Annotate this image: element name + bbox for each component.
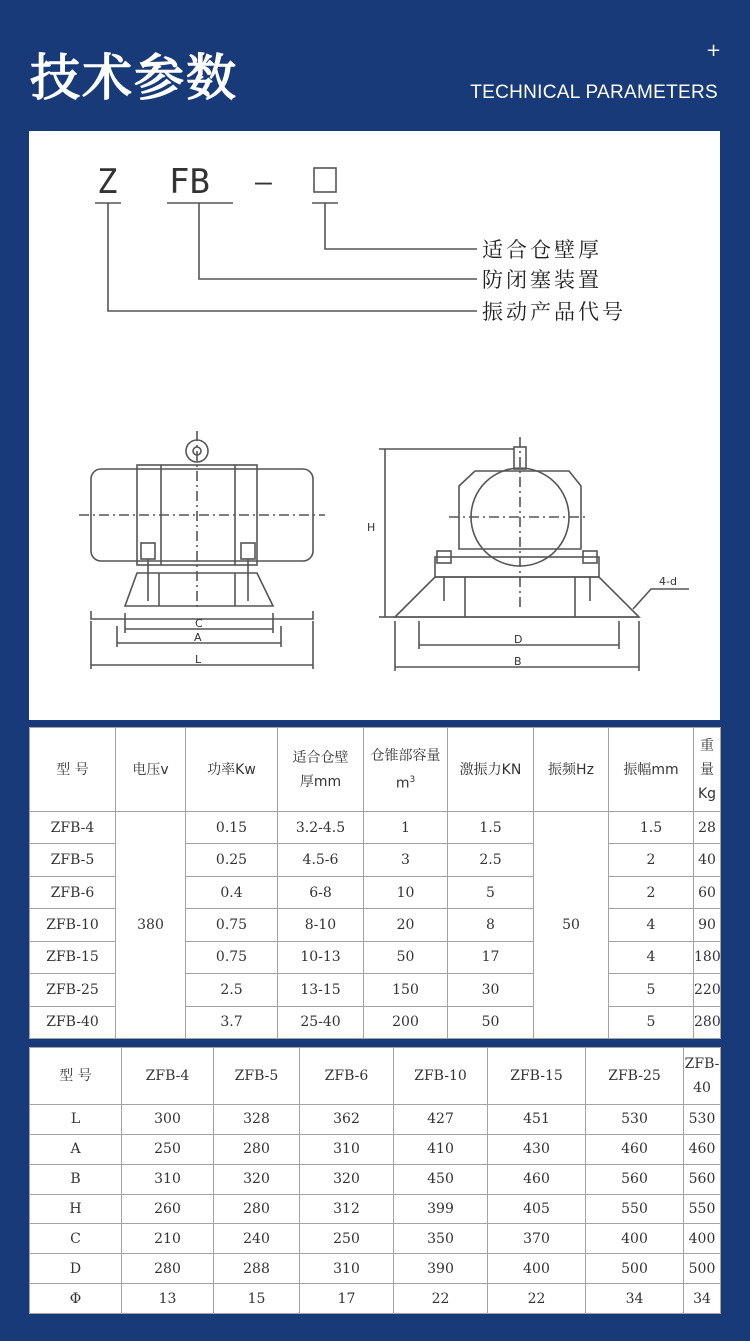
technical-drawing	[29, 131, 720, 720]
dim-b-label: B	[514, 655, 522, 668]
header-power: 功率Kw	[186, 728, 278, 812]
header-cone-capacity: 仓锥部容量 $m^3$	[364, 728, 448, 812]
header-frequency: 振频Hz	[534, 728, 609, 812]
drawing-svg	[29, 131, 720, 720]
table-row: L 300 328 362 427 451 530 530	[30, 1105, 721, 1135]
voltage-cell: 380	[116, 812, 186, 1039]
table-row: ZFB-10 0.75 8-10 20 8 4 90	[30, 909, 721, 941]
legend-anti-block: 防闭塞装置	[482, 268, 602, 292]
table-row: ZFB-5 0.25 4.5-6 3 2.5 2 40	[30, 844, 721, 876]
table-row: Φ 13 15 17 22 22 34 34	[30, 1284, 721, 1314]
dim-l-label: L	[195, 653, 202, 666]
table-row: B 310 320 320 450 460 560 560	[30, 1164, 721, 1194]
header-model: 型 号	[30, 728, 116, 812]
header-voltage: 电压v	[116, 728, 186, 812]
table-row: ZFB-25 2.5 13-15 150 30 5 220	[30, 974, 721, 1006]
code-z: Z	[97, 162, 118, 202]
dim-d-label: D	[514, 633, 523, 646]
legend-product-code: 振动产品代号	[482, 300, 626, 324]
table-row: C 210 240 250 350 370 400 400	[30, 1224, 721, 1254]
side-view	[79, 431, 325, 669]
dimensions-header-row: 型 号 ZFB-4 ZFB-5 ZFB-6 ZFB-10 ZFB-15 ZFB-25 ZFB- 40	[30, 1048, 721, 1105]
code-box	[314, 168, 336, 192]
parameters-table	[29, 727, 721, 1039]
table-row: D 280 288 310 390 400 500 500	[30, 1254, 721, 1284]
header-wall-thickness: 适合仓壁 厚mm	[278, 728, 364, 812]
code-dash: —	[255, 165, 272, 198]
table-row: ZFB-4 380 0.15 3.2-4.5 1 1.5 50 1.5 28	[30, 812, 721, 844]
header-amplitude: 振幅mm	[609, 728, 694, 812]
dim-header-model: 型 号	[30, 1048, 122, 1105]
dimensions-table	[29, 1047, 721, 1314]
legend-wall-thickness: 适合仓壁厚	[482, 238, 602, 262]
page-title: 技术参数	[30, 49, 238, 107]
dim-h-label: H	[367, 521, 376, 534]
table-row: ZFB-40 3.7 25-40 200 50 5 280	[30, 1006, 721, 1038]
code-fb: FB	[169, 162, 210, 202]
table-header-row	[30, 728, 721, 812]
dim-a-label: A	[194, 631, 202, 644]
dim-holes-label: 4-d	[659, 575, 677, 588]
table-row: A 250 280 310 410 430 460 460	[30, 1134, 721, 1164]
header-force: 激振力KN	[448, 728, 534, 812]
header-weight: 重 量 Kg	[694, 728, 721, 812]
table-row: ZFB-6 0.4 6-8 10 5 2 60	[30, 876, 721, 908]
front-view	[367, 437, 689, 671]
dim-c-label: C	[195, 617, 203, 630]
table-row: ZFB-15 0.75 10-13 50 17 4 180	[30, 941, 721, 973]
frequency-cell: 50	[534, 812, 609, 1039]
table-row: H 260 280 312 399 405 550 550	[30, 1194, 721, 1224]
page-subtitle: TECHNICAL PARAMETERS	[470, 82, 718, 103]
plus-icon: +	[706, 40, 722, 61]
